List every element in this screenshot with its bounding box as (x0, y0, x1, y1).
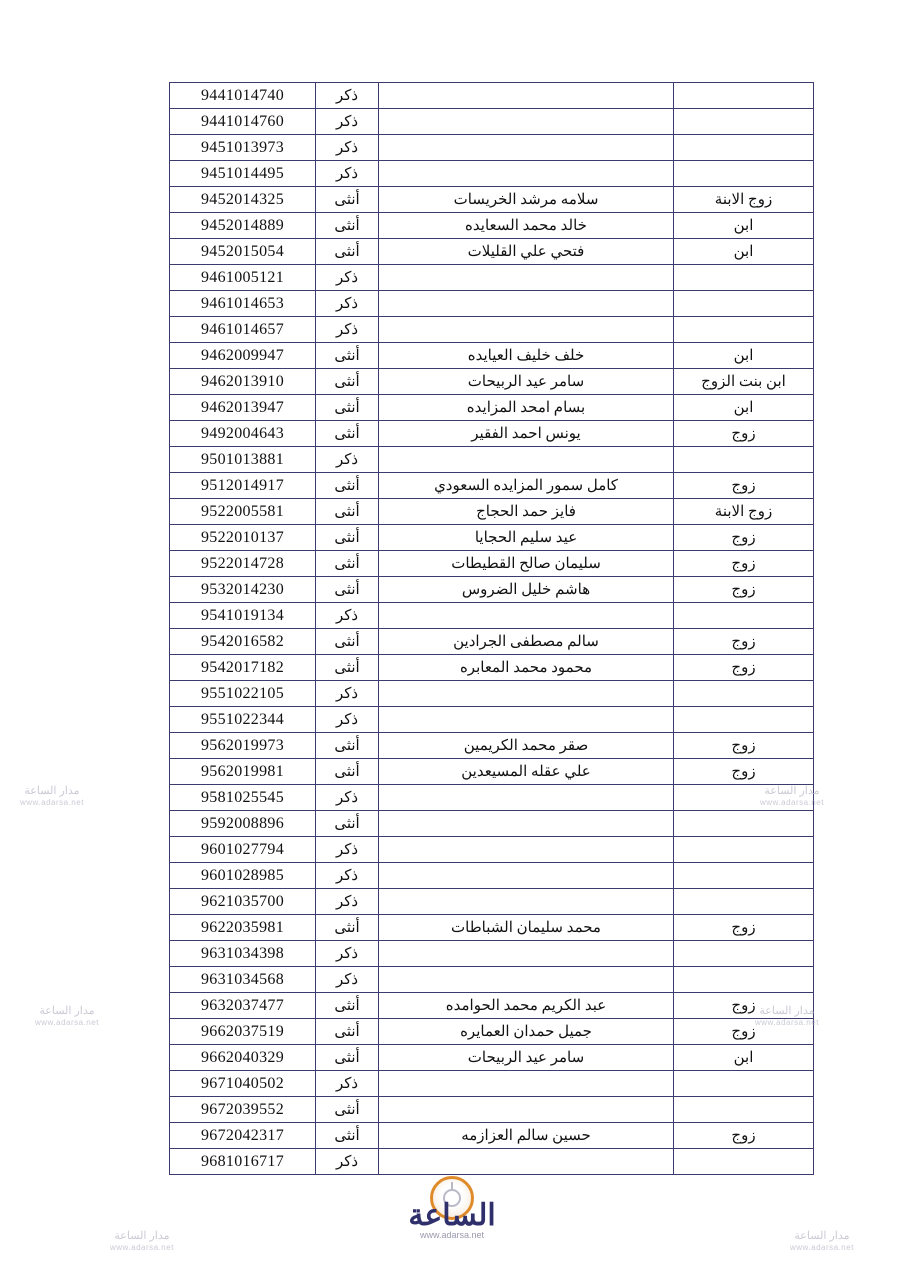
cell-relation: زوج (674, 421, 814, 447)
cell-relation (674, 811, 814, 837)
cell-gender: أنثى (316, 499, 379, 525)
cell-relation: ابن (674, 343, 814, 369)
watermark (35, 1005, 99, 1027)
records-table-body (170, 83, 814, 1175)
watermark-url: www.adarsa.net (760, 797, 824, 807)
number-text: 9451014495 (201, 164, 284, 182)
cell-relation: زوج الابنة (674, 187, 814, 213)
watermark-url: www.adarsa.net (790, 1242, 854, 1252)
cell-name: محمود محمد المعابره (379, 655, 674, 681)
cell-number (170, 525, 316, 551)
number-text: 9441014740 (201, 86, 284, 104)
cell-name: هاشم خليل الضروس (379, 577, 674, 603)
table-row (170, 239, 814, 265)
watermark-text: مدار الساعة (759, 1005, 815, 1017)
cell-name (379, 1149, 674, 1175)
cell-gender: ذكر (316, 603, 379, 629)
number-text: 9681016717 (201, 1152, 284, 1170)
cell-number (170, 1097, 316, 1123)
number-text: 9601028985 (201, 866, 284, 884)
cell-gender: ذكر (316, 135, 379, 161)
number-text: 9441014760 (201, 112, 284, 130)
table-row (170, 343, 814, 369)
cell-relation (674, 161, 814, 187)
cell-gender: ذكر (316, 785, 379, 811)
cell-relation: ابن (674, 239, 814, 265)
table-row (170, 1097, 814, 1123)
cell-gender: ذكر (316, 863, 379, 889)
cell-number (170, 889, 316, 915)
cell-gender: أنثى (316, 213, 379, 239)
table-row (170, 265, 814, 291)
cell-name (379, 681, 674, 707)
logo-url-text: www.adarsa.net (419, 1230, 485, 1240)
cell-relation (674, 837, 814, 863)
cell-gender: أنثى (316, 1045, 379, 1071)
cell-name (379, 707, 674, 733)
logo-brand-text: الساعة (408, 1199, 496, 1232)
cell-relation (674, 941, 814, 967)
cell-number (170, 941, 316, 967)
number-text: 9532014230 (201, 580, 284, 598)
table-row (170, 655, 814, 681)
number-text: 9551022105 (201, 684, 284, 702)
number-text: 9662037519 (201, 1022, 284, 1040)
number-text: 9542016582 (201, 632, 284, 650)
cell-number (170, 473, 316, 499)
cell-number (170, 1071, 316, 1097)
cell-number (170, 967, 316, 993)
cell-relation: زوج (674, 629, 814, 655)
cell-relation (674, 863, 814, 889)
cell-name (379, 317, 674, 343)
cell-gender: أنثى (316, 577, 379, 603)
cell-number (170, 291, 316, 317)
number-text: 9452014889 (201, 216, 284, 234)
cell-gender: ذكر (316, 447, 379, 473)
cell-name: حسين سالم العزازمه (379, 1123, 674, 1149)
cell-name (379, 1071, 674, 1097)
cell-name (379, 161, 674, 187)
cell-gender: أنثى (316, 1019, 379, 1045)
cell-name: فايز حمد الحجاج (379, 499, 674, 525)
cell-gender: أنثى (316, 473, 379, 499)
cell-gender: أنثى (316, 421, 379, 447)
cell-name: محمد سليمان الشباطات (379, 915, 674, 941)
cell-gender: ذكر (316, 83, 379, 109)
table-row (170, 603, 814, 629)
cell-relation (674, 291, 814, 317)
cell-relation: زوج (674, 655, 814, 681)
table-row (170, 421, 814, 447)
cell-number (170, 317, 316, 343)
cell-number (170, 161, 316, 187)
cell-number (170, 135, 316, 161)
table-row (170, 1149, 814, 1175)
cell-relation (674, 1149, 814, 1175)
number-text: 9501013881 (201, 450, 284, 468)
cell-gender: أنثى (316, 1123, 379, 1149)
records-table (169, 82, 814, 1175)
table-row (170, 1123, 814, 1149)
cell-number (170, 421, 316, 447)
number-text: 9592008896 (201, 814, 284, 832)
cell-number (170, 1123, 316, 1149)
table-row (170, 369, 814, 395)
cell-name: سالم مصطفى الجرادين (379, 629, 674, 655)
cell-gender: ذكر (316, 109, 379, 135)
table-row (170, 291, 814, 317)
cell-relation: زوج (674, 577, 814, 603)
watermark-url: www.adarsa.net (110, 1242, 174, 1252)
cell-name (379, 785, 674, 811)
cell-number (170, 499, 316, 525)
watermark-text: مدار الساعة (24, 785, 80, 797)
cell-relation (674, 317, 814, 343)
cell-number (170, 187, 316, 213)
table-row (170, 551, 814, 577)
cell-name: يونس احمد الفقير (379, 421, 674, 447)
cell-gender: ذكر (316, 707, 379, 733)
cell-gender: ذكر (316, 837, 379, 863)
cell-number (170, 733, 316, 759)
cell-name: سامر عيد الربيحات (379, 369, 674, 395)
cell-relation (674, 447, 814, 473)
cell-number (170, 447, 316, 473)
cell-name (379, 109, 674, 135)
cell-gender: ذكر (316, 1149, 379, 1175)
watermark-text: مدار الساعة (114, 1230, 170, 1242)
table-row (170, 109, 814, 135)
cell-number (170, 681, 316, 707)
cell-gender: أنثى (316, 759, 379, 785)
cell-gender: أنثى (316, 369, 379, 395)
cell-name: خالد محمد السعايده (379, 213, 674, 239)
table-row (170, 1071, 814, 1097)
cell-relation: زوج (674, 1019, 814, 1045)
cell-relation (674, 889, 814, 915)
table-row (170, 707, 814, 733)
number-text: 9601027794 (201, 840, 284, 858)
cell-number (170, 863, 316, 889)
cell-gender: ذكر (316, 1071, 379, 1097)
cell-relation: زوج (674, 473, 814, 499)
cell-number (170, 239, 316, 265)
watermark (110, 1230, 174, 1252)
table-row (170, 681, 814, 707)
number-text: 9542017182 (201, 658, 284, 676)
cell-number (170, 395, 316, 421)
cell-number (170, 577, 316, 603)
cell-number (170, 837, 316, 863)
cell-gender: أنثى (316, 655, 379, 681)
number-text: 9632037477 (201, 996, 284, 1014)
cell-number (170, 109, 316, 135)
cell-name (379, 603, 674, 629)
cell-relation (674, 681, 814, 707)
cell-name: بسام امحد المزايده (379, 395, 674, 421)
cell-gender: ذكر (316, 291, 379, 317)
number-text: 9512014917 (201, 476, 284, 494)
cell-relation: زوج (674, 733, 814, 759)
cell-name: عبد الكريم محمد الحوامده (379, 993, 674, 1019)
site-logo (352, 1176, 552, 1246)
table-row (170, 161, 814, 187)
table-row (170, 447, 814, 473)
cell-relation (674, 135, 814, 161)
table-row (170, 525, 814, 551)
cell-gender: أنثى (316, 915, 379, 941)
watermark-url: www.adarsa.net (35, 1017, 99, 1027)
number-text: 9461014653 (201, 294, 284, 312)
cell-gender: أنثى (316, 239, 379, 265)
cell-name: سلامه مرشد الخريسات (379, 187, 674, 213)
cell-number (170, 213, 316, 239)
records-table-container (190, 82, 814, 1175)
cell-name: كامل سمور المزايده السعودي (379, 473, 674, 499)
cell-gender: أنثى (316, 187, 379, 213)
cell-name (379, 83, 674, 109)
cell-name (379, 1097, 674, 1123)
number-text: 9672039552 (201, 1100, 284, 1118)
cell-number (170, 1149, 316, 1175)
table-row (170, 395, 814, 421)
watermark (20, 785, 84, 807)
table-row (170, 811, 814, 837)
number-text: 9462013947 (201, 398, 284, 416)
table-row (170, 785, 814, 811)
cell-name: علي عقله المسيعدين (379, 759, 674, 785)
cell-relation (674, 1097, 814, 1123)
table-row (170, 993, 814, 1019)
cell-number (170, 629, 316, 655)
table-row (170, 863, 814, 889)
number-text: 9562019973 (201, 736, 284, 754)
table-row (170, 1019, 814, 1045)
table-row (170, 473, 814, 499)
cell-gender: أنثى (316, 525, 379, 551)
table-row (170, 915, 814, 941)
cell-name: سليمان صالح القطيطات (379, 551, 674, 577)
cell-gender: أنثى (316, 1097, 379, 1123)
number-text: 9451013973 (201, 138, 284, 156)
watermark-text: مدار الساعة (794, 1230, 850, 1242)
cell-relation (674, 785, 814, 811)
cell-number (170, 811, 316, 837)
cell-name (379, 941, 674, 967)
cell-relation (674, 707, 814, 733)
cell-name (379, 889, 674, 915)
table-row (170, 83, 814, 109)
cell-number (170, 1045, 316, 1071)
cell-name (379, 967, 674, 993)
number-text: 9581025545 (201, 788, 284, 806)
number-text: 9522010137 (201, 528, 284, 546)
cell-number (170, 915, 316, 941)
cell-number (170, 655, 316, 681)
number-text: 9522005581 (201, 502, 284, 520)
cell-name (379, 265, 674, 291)
number-text: 9462009947 (201, 346, 284, 364)
cell-gender: أنثى (316, 551, 379, 577)
cell-relation: ابن (674, 395, 814, 421)
cell-relation: زوج (674, 551, 814, 577)
cell-relation: ابن (674, 213, 814, 239)
number-text: 9462013910 (201, 372, 284, 390)
number-text: 9461005121 (201, 268, 284, 286)
cell-relation: زوج (674, 993, 814, 1019)
number-text: 9622035981 (201, 918, 284, 936)
number-text: 9662040329 (201, 1048, 284, 1066)
table-row (170, 577, 814, 603)
number-text: 9562019981 (201, 762, 284, 780)
number-text: 9461014657 (201, 320, 284, 338)
number-text: 9452015054 (201, 242, 284, 260)
cell-name (379, 135, 674, 161)
cell-relation: زوج (674, 1123, 814, 1149)
cell-gender: ذكر (316, 889, 379, 915)
cell-number (170, 369, 316, 395)
cell-gender: أنثى (316, 733, 379, 759)
cell-name: فتحي علي القليلات (379, 239, 674, 265)
cell-name (379, 837, 674, 863)
cell-gender: ذكر (316, 317, 379, 343)
cell-number (170, 551, 316, 577)
table-row (170, 317, 814, 343)
cell-number (170, 265, 316, 291)
number-text: 9492004643 (201, 424, 284, 442)
cell-gender: أنثى (316, 993, 379, 1019)
cell-name (379, 863, 674, 889)
cell-relation (674, 83, 814, 109)
cell-name (379, 447, 674, 473)
cell-gender: أنثى (316, 629, 379, 655)
cell-relation: زوج (674, 759, 814, 785)
cell-gender: ذكر (316, 941, 379, 967)
table-row (170, 733, 814, 759)
table-row (170, 135, 814, 161)
cell-name: سامر عيد الربيحات (379, 1045, 674, 1071)
table-row (170, 629, 814, 655)
cell-number (170, 707, 316, 733)
number-text: 9631034568 (201, 970, 284, 988)
table-row (170, 499, 814, 525)
cell-relation: زوج الابنة (674, 499, 814, 525)
cell-relation (674, 1071, 814, 1097)
table-row (170, 1045, 814, 1071)
table-row (170, 187, 814, 213)
cell-relation (674, 265, 814, 291)
number-text: 9541019134 (201, 606, 284, 624)
cell-number (170, 1019, 316, 1045)
cell-relation (674, 967, 814, 993)
cell-relation (674, 603, 814, 629)
cell-number (170, 343, 316, 369)
cell-relation: زوج (674, 525, 814, 551)
number-text: 9522014728 (201, 554, 284, 572)
number-text: 9671040502 (201, 1074, 284, 1092)
number-text: 9551022344 (201, 710, 284, 728)
watermark-url: www.adarsa.net (20, 797, 84, 807)
table-row (170, 889, 814, 915)
cell-relation: ابن بنت الزوج (674, 369, 814, 395)
number-text: 9672042317 (201, 1126, 284, 1144)
table-row (170, 837, 814, 863)
cell-name (379, 811, 674, 837)
watermark-url: www.adarsa.net (755, 1017, 819, 1027)
cell-relation (674, 109, 814, 135)
number-text: 9452014325 (201, 190, 284, 208)
cell-name: جميل حمدان العمايره (379, 1019, 674, 1045)
cell-name (379, 291, 674, 317)
cell-number (170, 993, 316, 1019)
table-row (170, 967, 814, 993)
cell-name: عيد سليم الحجايا (379, 525, 674, 551)
cell-name: صقر محمد الكريمين (379, 733, 674, 759)
cell-relation: ابن (674, 1045, 814, 1071)
watermark (790, 1230, 854, 1252)
number-text: 9631034398 (201, 944, 284, 962)
cell-number (170, 603, 316, 629)
table-row (170, 213, 814, 239)
cell-number (170, 759, 316, 785)
cell-gender: ذكر (316, 265, 379, 291)
cell-number (170, 785, 316, 811)
watermark-text: مدار الساعة (39, 1005, 95, 1017)
number-text: 9621035700 (201, 892, 284, 910)
clock-hand-icon (451, 1182, 453, 1191)
cell-gender: أنثى (316, 343, 379, 369)
cell-number (170, 83, 316, 109)
cell-gender: ذكر (316, 967, 379, 993)
cell-gender: أنثى (316, 811, 379, 837)
watermark-text: مدار الساعة (764, 785, 820, 797)
cell-gender: ذكر (316, 681, 379, 707)
cell-gender: أنثى (316, 395, 379, 421)
cell-gender: ذكر (316, 161, 379, 187)
cell-name: خلف خليف العيايده (379, 343, 674, 369)
table-row (170, 941, 814, 967)
table-row (170, 759, 814, 785)
cell-relation: زوج (674, 915, 814, 941)
